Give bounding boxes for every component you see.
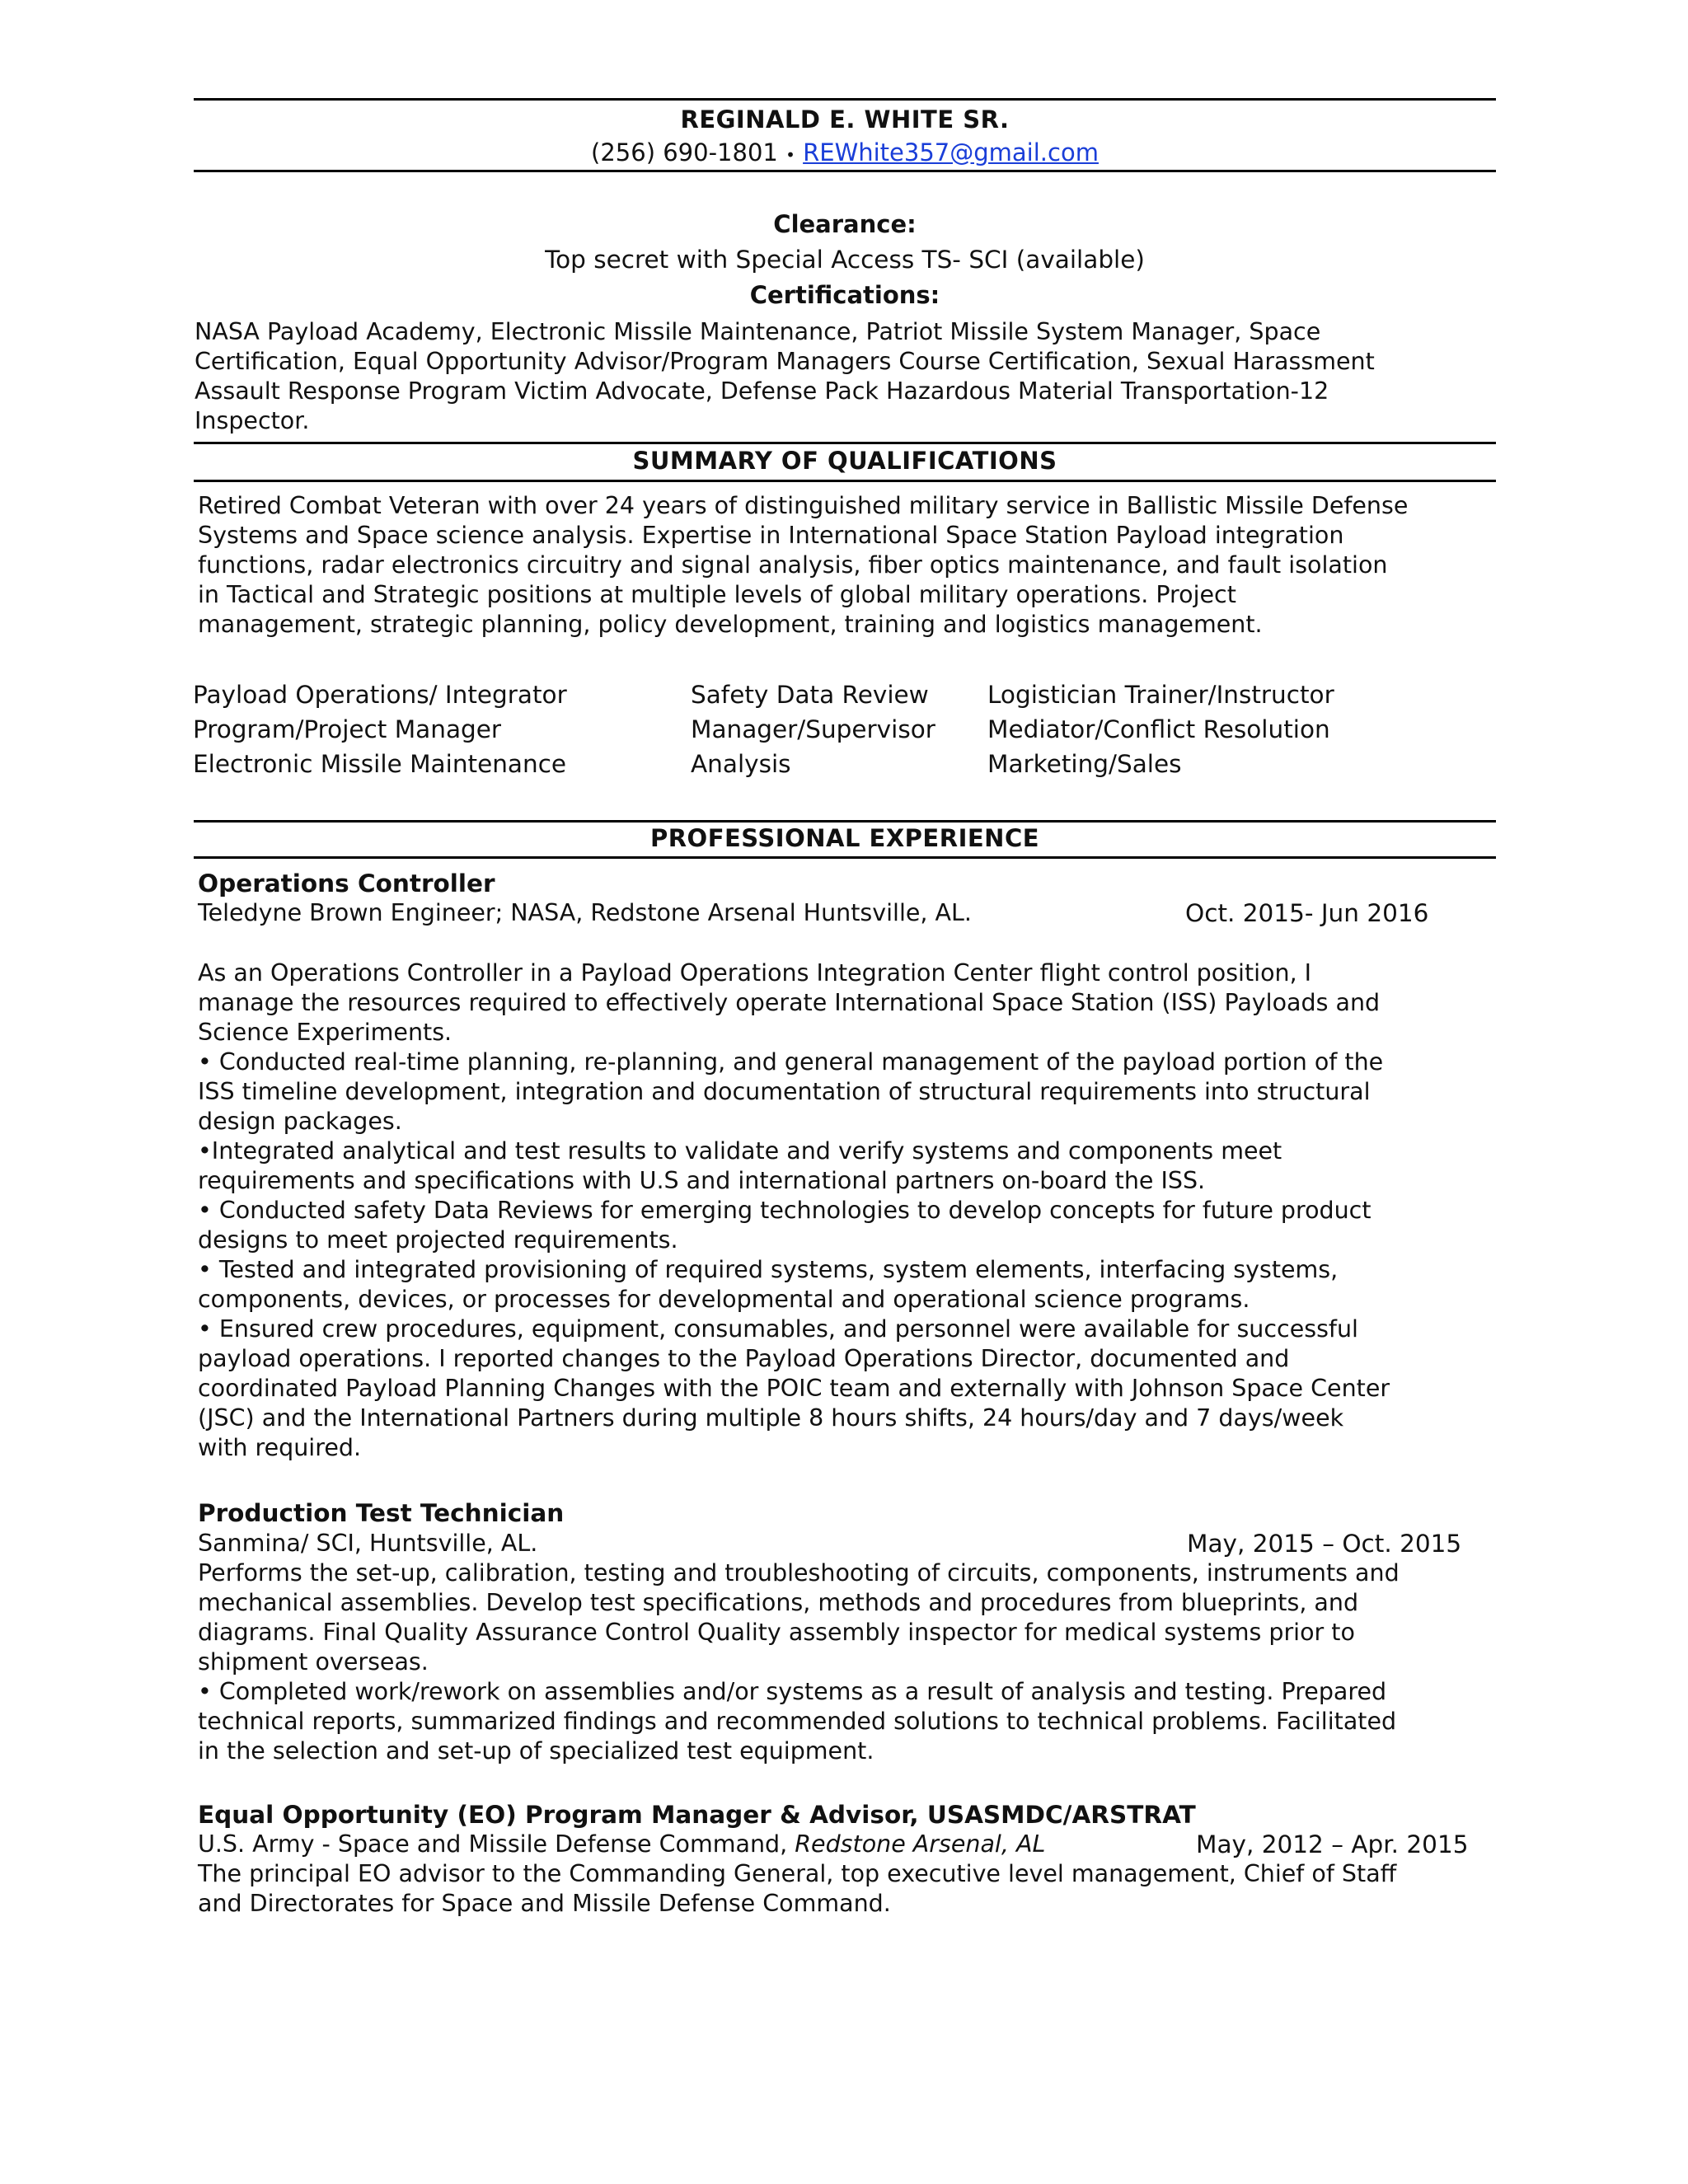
job-description-line: • Conducted safety Data Reviews for emerging technologies to develop concepts for future product xyxy=(198,1197,1372,1224)
skill-item: Electronic Missile Maintenance xyxy=(193,750,567,778)
job-description-line: requirements and specifications with U.S and international partners on-board the ISS. xyxy=(198,1167,1206,1194)
header-top-rule xyxy=(194,98,1496,101)
header-bottom-rule xyxy=(194,170,1496,172)
job-description-line: mechanical assemblies. Develop test specifications, methods and procedures from blueprints, and xyxy=(198,1589,1359,1616)
job-description-line: payload operations. I reported changes to the Payload Operations Director, documented and xyxy=(198,1345,1290,1372)
skill-item: Manager/Supervisor xyxy=(691,715,935,743)
job-description-line: components, devices, or processes for developmental and operational science programs. xyxy=(198,1286,1250,1313)
clearance-text: Top secret with Special Access TS- SCI (available) xyxy=(545,246,1145,274)
summary-line: Systems and Space science analysis. Expertise in International Space Station Payload integration xyxy=(198,522,1344,549)
phone-number: (256) 690-1801 xyxy=(591,138,778,166)
skills-column-3 xyxy=(987,677,1334,781)
certifications-line: Certification, Equal Opportunity Advisor/Program Managers Course Certification, Sexual Harassment xyxy=(195,348,1375,375)
experience-bottom-rule xyxy=(194,856,1496,859)
job-description-line: and Directorates for Space and Missile Defense Command. xyxy=(198,1890,891,1917)
skill-item: Marketing/Sales xyxy=(987,750,1182,778)
job-title: Production Test Technician xyxy=(198,1499,565,1527)
experience-top-rule xyxy=(194,820,1496,823)
job-description-line: manage the resources required to effectively operate International Space Station (ISS) Payloads and xyxy=(198,989,1381,1016)
certifications-line: Assault Response Program Victim Advocate, Defense Pack Hazardous Material Transportation-12 xyxy=(195,377,1329,405)
clearance-heading: Clearance: xyxy=(773,210,917,238)
job-description-line: Performs the set-up, calibration, testing and troubleshooting of circuits, components, instruments and xyxy=(198,1559,1400,1586)
skill-item: Payload Operations/ Integrator xyxy=(193,681,567,709)
certifications-line: NASA Payload Academy, Electronic Missile Maintenance, Patriot Missile System Manager, Space xyxy=(195,318,1321,345)
job-description-line: shipment overseas. xyxy=(198,1648,429,1675)
job-employer: Teledyne Brown Engineer; NASA, Redstone Arsenal Huntsville, AL. xyxy=(198,899,972,926)
certifications-line: Inspector. xyxy=(195,407,310,434)
summary-top-rule xyxy=(194,442,1496,444)
summary-line: management, strategic planning, policy development, training and logistics management. xyxy=(198,611,1263,638)
experience-heading: PROFESSIONAL EXPERIENCE xyxy=(649,824,1040,852)
certifications-heading: Certifications: xyxy=(749,281,940,309)
job-description-line: coordinated Payload Planning Changes with the POIC team and externally with Johnson Space Center xyxy=(198,1375,1390,1402)
job-description-line: designs to meet projected requirements. xyxy=(198,1226,678,1254)
job-dates: May, 2015 – Oct. 2015 xyxy=(1187,1530,1462,1558)
job-description-line: (JSC) and the International Partners during multiple 8 hours shifts, 24 hours/day and 7 days/week xyxy=(198,1404,1344,1432)
job-dates: Oct. 2015- Jun 2016 xyxy=(1185,899,1429,927)
job-description-line: technical reports, summarized findings and recommended solutions to technical problems. Facilitated xyxy=(198,1708,1397,1735)
candidate-name: REGINALD E. WHITE SR. xyxy=(680,105,1010,134)
job-description-line: with required. xyxy=(198,1434,361,1461)
summary-heading: SUMMARY OF QUALIFICATIONS xyxy=(632,447,1057,475)
contact-line xyxy=(194,138,1496,166)
job-description-line: • Completed work/rework on assemblies and/or systems as a result of analysis and testing. Prepared xyxy=(198,1678,1387,1705)
skills-column-1 xyxy=(193,677,567,781)
job-description-line: •Integrated analytical and test results to validate and verify systems and components meet xyxy=(198,1137,1282,1165)
job-location: Redstone Arsenal, AL xyxy=(795,1830,1046,1858)
skill-item: Mediator/Conflict Resolution xyxy=(987,715,1330,743)
summary-line: functions, radar electronics circuitry and signal analysis, fiber optics maintenance, and fault isolation xyxy=(198,551,1388,579)
job-title: Equal Opportunity (EO) Program Manager & Advisor, USASMDC/ARSTRAT xyxy=(198,1801,1196,1829)
job-description-line: • Tested and integrated provisioning of required systems, system elements, interfacing systems, xyxy=(198,1256,1339,1283)
job-employer: U.S. Army - Space and Missile Defense Command, xyxy=(198,1830,795,1858)
job-description-line: • Conducted real-time planning, re-planning, and general management of the payload portion of the xyxy=(198,1048,1384,1076)
job-description-line: in the selection and set-up of specialized test equipment. xyxy=(198,1737,874,1765)
skills-column-2 xyxy=(691,677,935,781)
skill-item: Logistician Trainer/Instructor xyxy=(987,681,1334,709)
job-description-line: As an Operations Controller in a Payload Operations Integration Center flight control position, I xyxy=(198,959,1312,987)
job-description-line: diagrams. Final Quality Assurance Control Quality assembly inspector for medical systems prior to xyxy=(198,1619,1355,1646)
summary-line: in Tactical and Strategic positions at multiple levels of global military operations. Project xyxy=(198,581,1236,608)
job-description-line: The principal EO advisor to the Commanding General, top executive level management, Chief of Staff xyxy=(198,1860,1397,1887)
email-link[interactable]: REWhite357@gmail.com xyxy=(803,138,1099,166)
job-employer: Sanmina/ SCI, Huntsville, AL. xyxy=(198,1530,538,1557)
job-description-line: Science Experiments. xyxy=(198,1019,452,1046)
summary-line: Retired Combat Veteran with over 24 years of distinguished military service in Ballistic Missile Defense xyxy=(198,492,1409,519)
job-description-line: ISS timeline development, integration and documentation of structural requirements into structural xyxy=(198,1078,1371,1105)
job-description-line: design packages. xyxy=(198,1108,402,1135)
job-description-line: • Ensured crew procedures, equipment, consumables, and personnel were available for successful xyxy=(198,1315,1358,1343)
skill-item: Analysis xyxy=(691,750,791,778)
job-dates: May, 2012 – Apr. 2015 xyxy=(1196,1830,1469,1858)
skill-item: Program/Project Manager xyxy=(193,715,502,743)
skill-item: Safety Data Review xyxy=(691,681,929,709)
summary-bottom-rule xyxy=(194,480,1496,482)
job-title: Operations Controller xyxy=(198,869,495,898)
bullet-separator: • xyxy=(785,145,795,165)
